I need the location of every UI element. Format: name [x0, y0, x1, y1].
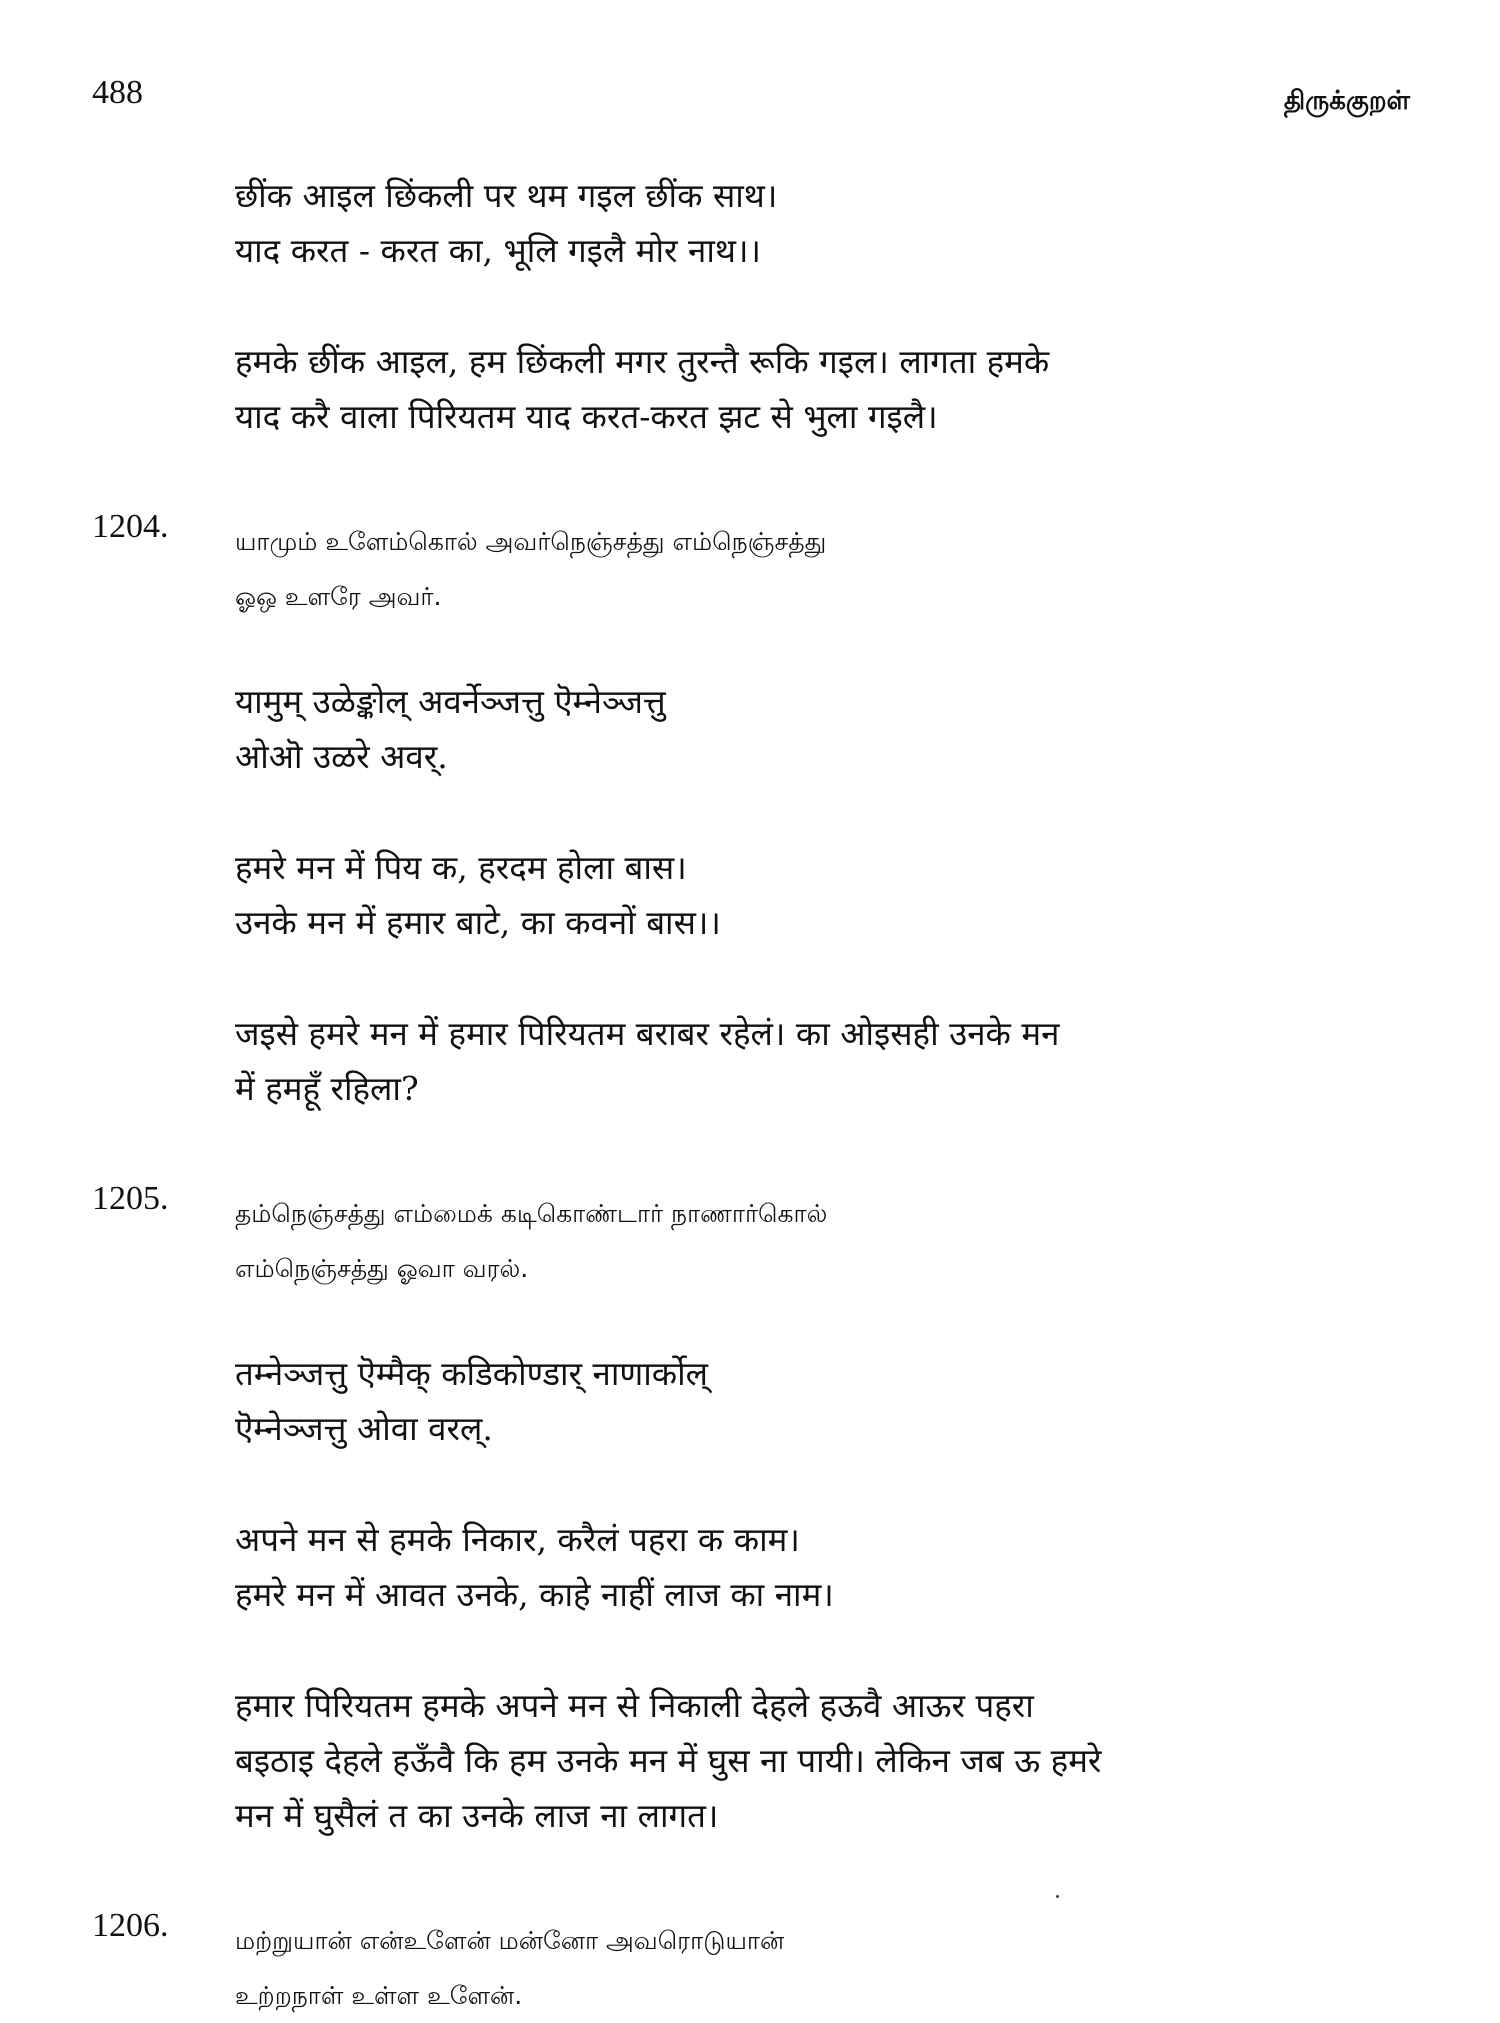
verse-1205-couplet: [235, 1512, 1410, 1622]
prose-line: हमार पिरियतम हमके अपने मन से निकाली देहले हऊवै आऊर पहरा: [235, 1686, 1034, 1725]
couplet-line: हमरे मन में पिय क, हरदम होला बास।: [235, 848, 687, 887]
ink-speck: [1056, 1895, 1059, 1898]
prose-line: हमके छींक आइल, हम छिंकली मगर तुरन्तै रूकि गइल। लागता हमके: [235, 342, 1050, 381]
opening-couplet: [235, 168, 1410, 278]
tamil-line: ஓஒ உளரே அவர்.: [235, 582, 442, 611]
couplet-line: अपने मन से हमके निकार, करैलं पहरा क काम।: [235, 1520, 800, 1559]
couplet-line: उनके मन में हमार बाटे, का कवनों बास।।: [235, 903, 721, 942]
verse-1204-couplet: [235, 840, 1410, 950]
transliteration-line: तम्नेञ्जत्तु ऎम्मैक् कडिकोण्डार् नाणार्कोल्: [235, 1354, 709, 1393]
prose-line: याद करै वाला पिरियतम याद करत-करत झट से भुला गइलै।: [235, 397, 938, 436]
verse-1204-tamil: [0, 508, 1500, 624]
couplet-line: हमरे मन में आवत उनके, काहे नाहीं लाज का नाम।: [235, 1575, 834, 1614]
transliteration-line: ऎम्नेञ्जत्तु ओवा वरल्.: [235, 1409, 493, 1448]
page-number: 488: [92, 74, 143, 111]
verse-1205-tamil: [0, 1180, 1500, 1296]
verse-1205-explanation: [235, 1678, 1410, 1843]
tamil-line: உற்றநாள் உள்ள உளேன்.: [235, 1981, 523, 2010]
opening-explanation: [235, 334, 1410, 444]
prose-line: बइठाइ देहले हऊँवै कि हम उनके मन में घुस ना पायी। लेकिन जब ऊ हमरे: [235, 1741, 1102, 1780]
verse-number: 1204.: [92, 508, 169, 545]
verse-1206-tamil: [0, 1907, 1500, 2023]
prose-line: मन में घुसैलं त का उनके लाज ना लागत।: [235, 1796, 719, 1835]
tamil-line: தம்நெஞ்சத்து எம்மைக் கடிகொண்டார் நாணார்கொல்: [235, 1199, 828, 1228]
transliteration-line: यामुम् उळेङ्कोल् अवर्नेञ्जत्तु ऎम्नेञ्जत्तु: [235, 682, 666, 721]
couplet-line: याद करत - करत का, भूलि गइलै मोर नाथ।।: [235, 231, 761, 270]
verse-number: 1206.: [92, 1907, 169, 1944]
verse-1205-transliteration: [235, 1346, 1410, 1456]
page-body: [0, 168, 1500, 2023]
verse-number: 1205.: [92, 1180, 169, 1217]
couplet-line: छींक आइल छिंकली पर थम गइल छींक साथ।: [235, 176, 778, 215]
tamil-line: எம்நெஞ்சத்து ஓவா வரல்.: [235, 1254, 529, 1283]
tamil-line: மற்றுயான் என்உளேன் மன்னோ அவரொடுயான்: [235, 1926, 785, 1955]
transliteration-line: ओऒ उळरे अवर्.: [235, 737, 448, 776]
verse-1204-explanation: [235, 1006, 1410, 1116]
tamil-line: யாமும் உளேம்கொல் அவர்நெஞ்சத்து எம்நெஞ்சத்து: [235, 527, 827, 556]
prose-line: जइसे हमरे मन में हमार पिरियतम बराबर रहेलं। का ओइसही उनके मन: [235, 1014, 1060, 1053]
running-title: திருக்குறள்: [1283, 86, 1410, 116]
prose-line: में हमहूँ रहिला?: [235, 1069, 419, 1108]
verse-1204-transliteration: [235, 674, 1410, 784]
